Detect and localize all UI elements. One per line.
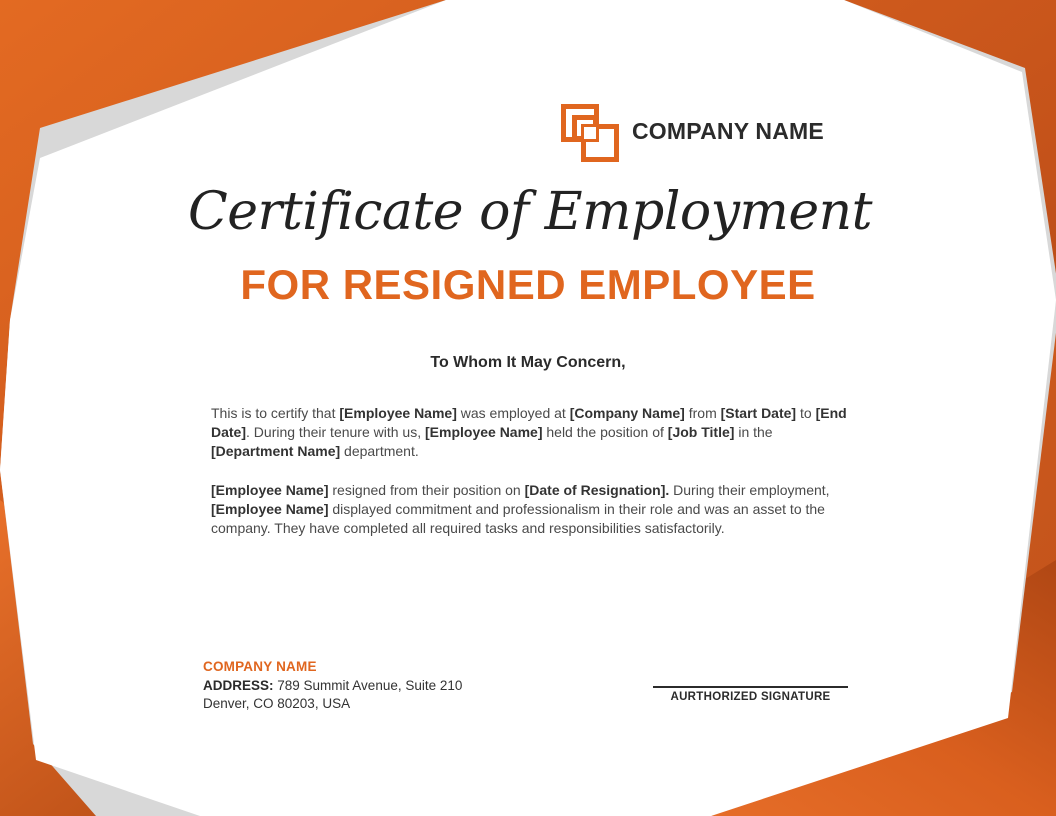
p1-placeholder-start-date: [Start Date] [720, 405, 797, 421]
p1-placeholder-employee-name: [Employee Name] [339, 405, 457, 421]
signature-label: AURTHORIZED SIGNATURE [670, 691, 831, 703]
signature-line [653, 686, 848, 688]
p1-placeholder-department-name: [Department Name] [211, 443, 341, 459]
footer-company-name: COMPANY NAME [203, 659, 317, 674]
p2-text-1: resigned from their position on [328, 482, 525, 498]
body-paragraph-2 [211, 481, 851, 538]
p2-placeholder-employee-name: [Employee Name] [211, 482, 329, 498]
p2-placeholder-employee-name-2: [Employee Name] [211, 501, 329, 517]
address-label: ADDRESS: [203, 678, 274, 693]
p1-placeholder-employee-name-2: [Employee Name] [425, 424, 543, 440]
company-logo-icon [561, 104, 619, 162]
p1-text-6: held the position of [542, 424, 668, 440]
p2-text-2: During their employment, [669, 482, 830, 498]
p1-placeholder-job-title: [Job Title] [667, 424, 735, 440]
salutation: To Whom It May Concern, [430, 354, 626, 371]
p1-text-3: from [684, 405, 721, 421]
header-company-name: COMPANY NAME [632, 118, 824, 144]
p1-text-8: department. [340, 443, 419, 459]
p1-text-1: This is to certify that [211, 405, 340, 421]
p1-text-2: was employed at [456, 405, 570, 421]
p2-text-3: displayed commitment and professionalism in their role and was an asset to the company. They have completed all required tasks and responsibilities satisfactorily. [211, 501, 825, 536]
address-line-1 [203, 677, 462, 695]
body-paragraph-1 [211, 404, 851, 461]
certificate-subtitle: FOR RESIGNED EMPLOYEE [240, 261, 816, 308]
address-street: 789 Summit Avenue, Suite 210 [273, 678, 463, 693]
p1-text-7: in the [734, 424, 773, 440]
p1-text-4: to [796, 405, 816, 421]
certificate-title: Certificate of Employment [187, 182, 873, 242]
p2-placeholder-date-of-resignation: [Date of Resignation]. [524, 482, 670, 498]
p1-text-5: . During their tenure with us, [246, 424, 425, 440]
p1-placeholder-company-name: [Company Name] [569, 405, 685, 421]
address-line-2: Denver, CO 80203, USA [203, 696, 351, 711]
p1-placeholder-end-date: [End Date] [211, 405, 847, 440]
footer-address [203, 677, 462, 713]
